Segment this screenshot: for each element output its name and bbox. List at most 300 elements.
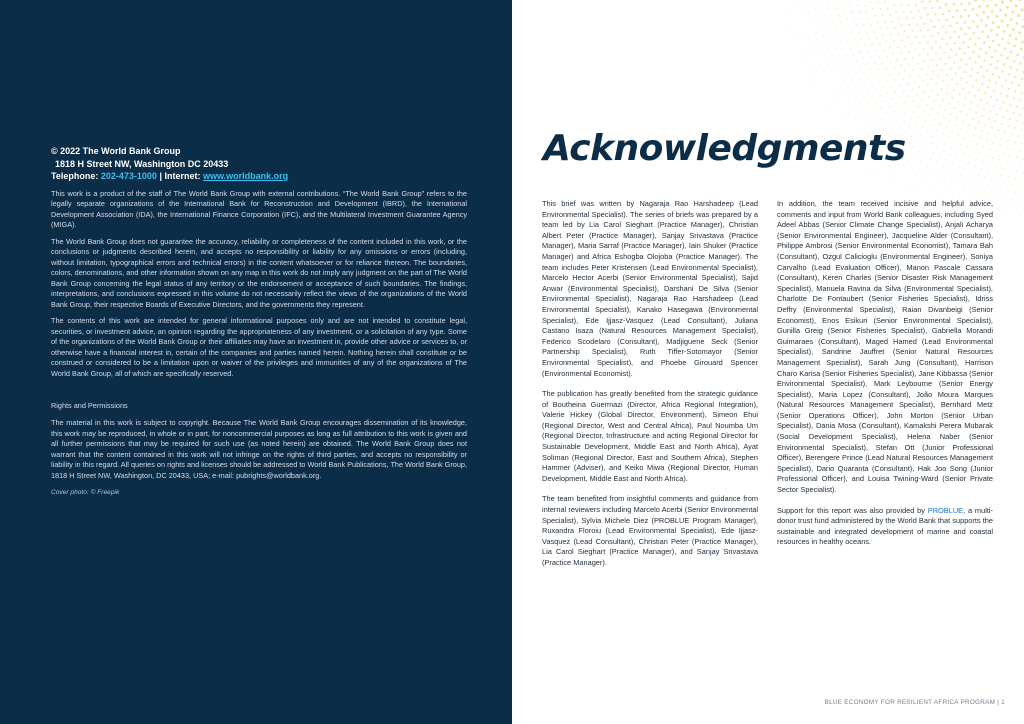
pattern-dot [887, 171, 888, 172]
pattern-dot [921, 126, 923, 128]
pattern-dot [963, 105, 965, 107]
pattern-dot [999, 144, 1001, 146]
pattern-dot [856, 4, 858, 6]
pattern-dot [801, 75, 802, 76]
pattern-dot [963, 137, 965, 139]
pattern-dot [946, 191, 947, 192]
pattern-dot [881, 74, 883, 76]
pattern-dot [923, 35, 925, 37]
pattern-dot [843, 80, 845, 82]
pattern-dot [992, 157, 994, 159]
pattern-dot [981, 115, 983, 117]
pattern-dot [829, 8, 831, 10]
pattern-dot [988, 46, 991, 49]
pattern-dot [956, 9, 959, 12]
pattern-dot [836, 108, 837, 109]
pattern-dot [936, 129, 938, 131]
pattern-dot [881, 118, 883, 120]
pattern-dot [982, 161, 984, 163]
pattern-dot [825, 22, 827, 24]
pattern-dot [878, 173, 879, 174]
pattern-dot [921, 1, 923, 3]
pattern-dot [806, 32, 807, 33]
pattern-dot [1002, 116, 1004, 118]
pattern-dot [974, 43, 977, 46]
pattern-dot [968, 15, 971, 18]
pattern-dot [859, 103, 861, 105]
pattern-dot [1007, 140, 1009, 142]
pattern-dot [969, 108, 971, 110]
pattern-dot [826, 105, 827, 106]
pattern-dot [878, 56, 880, 58]
pattern-dot [778, 9, 779, 10]
pattern-dot [1001, 174, 1003, 176]
pattern-dot [948, 136, 950, 138]
pattern-dot [898, 73, 900, 75]
pattern-dot [925, 73, 927, 75]
pattern-dot [972, 20, 975, 23]
pattern-dot [809, 74, 810, 75]
pattern-dot [943, 117, 945, 119]
pattern-dot [913, 17, 915, 19]
pattern-dot [917, 105, 919, 107]
pattern-dot [975, 196, 977, 198]
pattern-dot [1012, 213, 1013, 214]
pattern-dot [963, 153, 965, 155]
pattern-dot [860, 66, 862, 68]
pattern-dot [946, 74, 948, 76]
pattern-dot [1018, 199, 1020, 201]
pattern-dot [928, 96, 930, 98]
pattern-dot [949, 185, 951, 187]
pattern-dot [916, 63, 918, 65]
pattern-dot [968, 163, 970, 165]
pattern-dot [939, 123, 941, 125]
cover-photo-credit: Cover photo: © Freepik [51, 489, 120, 496]
pattern-dot [924, 188, 925, 189]
pattern-dot [916, 94, 918, 96]
pattern-dot [983, 191, 985, 193]
pattern-dot [853, 38, 855, 40]
pattern-dot [1016, 69, 1019, 72]
pattern-dot [867, 90, 869, 92]
colleagues-paragraph: In addition, the team received incisive and helpful advice, comments and input from World Bank colleagues, including Syed Adeel Abbas (Senior Climate Change Specialist), Anjali Acharya (Senior Environmental Engineer), Jacqueline Alder (Consultant), Philippe Ambrosi (Senior Environmental Economist), Tamara Bah (Consultant), Ozgul Calicioglu (Environmental Engineer), Soniya Carvalho (Lead Evaluation Officer), Manon Pascale Cassara (Consultant), Keren Charles (Senior Disaster Risk Management Specialist), Manuela Ravina da Silva (Environmental Specialist), Charlotte De Fontaubert (Senior Fisheries Specialist), Idriss Deffry (Environmental Specialist), Raian Divanbeigi (Senior Economist), Enos Esikuri (Senior Environmental Specialist), Gunilla Greig (Senior Fisheries Specialist), Gabriella Morandi Guimaraes (Consultant), Maged Hamed (Lead Environmental Specialist), Sandrine Jauffret (Senior Natural Resources Management Specialist), Sarah Jung (Consultant), Harrison Charo Karisa (Senior Fisheries Specialist), Jane Kibbassa (Senior Environmental Specialist), Mark Leybourne (Senior Energy Specialist), Maria Lopez (Consultant), João Moura Marques (Natural Resources Management Specialist), Bernhard Metz (Senior Operations Officer), John Morton (Senior Urban Specialist), Dania Mosa (Consultant), Kamakshi Perera Mubarak (Social Development Specialist), Helena Naber (Senior Environmental Specialist), Stefan Ott (Junior Professional Officer), Berengere Prince (Lead Natural Resources Management Specialist), Dario Quaranta (Consultant), Hak Joo Song (Junior Professional Officer), and Louisa Twining-Ward (Senior Private Sector Specialist). [777, 199, 993, 495]
pattern-dot [855, 73, 857, 75]
pattern-dot [821, 84, 822, 85]
pattern-dot [803, 94, 804, 95]
pattern-dot [770, 2, 771, 3]
pattern-dot [893, 111, 895, 113]
pattern-dot [1017, 14, 1020, 17]
pattern-dot [900, 108, 902, 110]
pattern-dot [827, 28, 829, 30]
pattern-dot [974, 61, 976, 63]
support-text-start: Support for this report was also provided by [777, 505, 928, 515]
pattern-dot [845, 54, 847, 56]
pattern-dot [1016, 22, 1019, 25]
pattern-dot [994, 172, 996, 174]
pattern-dot [855, 85, 857, 87]
pattern-dot [970, 186, 972, 188]
pattern-dot [778, 36, 779, 37]
pattern-dot [844, 95, 846, 97]
pattern-dot [923, 60, 925, 62]
pattern-dot [1001, 1, 1004, 4]
pattern-dot [890, 182, 891, 183]
pattern-dot [974, 165, 976, 167]
pattern-dot [912, 69, 914, 71]
pattern-dot [827, 1, 829, 3]
pattern-dot [922, 144, 924, 146]
pattern-dot [930, 78, 932, 80]
pattern-dot [885, 40, 887, 42]
contact-line [51, 170, 467, 183]
pattern-dot [965, 114, 967, 116]
pattern-dot [908, 51, 910, 53]
pattern-dot [1007, 190, 1009, 192]
pattern-dot [970, 101, 972, 103]
pattern-dot [868, 18, 870, 20]
pattern-dot [972, 149, 974, 151]
pattern-dot [871, 96, 873, 98]
pattern-dot [1014, 177, 1016, 179]
pattern-dot [868, 37, 870, 39]
pattern-dot [968, 124, 970, 126]
pattern-dot [955, 157, 957, 159]
pattern-dot [988, 118, 990, 120]
pattern-dot [830, 15, 832, 17]
pattern-dot [930, 158, 932, 160]
pattern-dot [910, 188, 911, 189]
pattern-dot [822, 123, 823, 124]
pattern-dot [950, 113, 952, 115]
pattern-dot [999, 159, 1001, 161]
pattern-dot [948, 57, 950, 59]
pattern-dot [886, 92, 888, 94]
pattern-dot [901, 39, 903, 41]
pattern-dot [1011, 198, 1013, 200]
pattern-dot [1020, 48, 1023, 51]
pattern-dot [974, 0, 977, 2]
pattern-dot [1002, 218, 1003, 219]
pattern-dot [1016, 171, 1018, 173]
pattern-dot [960, 15, 963, 18]
pattern-dot [942, 80, 944, 82]
pattern-dot [926, 164, 928, 166]
pattern-dot [827, 64, 829, 66]
pattern-dot [866, 11, 868, 13]
pattern-dot [876, 101, 878, 103]
pattern-dot [982, 0, 985, 1]
pattern-dot [812, 25, 814, 27]
pattern-dot [945, 31, 947, 33]
guidance-paragraph: The publication has greatly benefited from the strategic guidance of Boutheina Guermazi (Director, Africa Regional Integration), Valerie Hickey (Global Director, Environment), Simeon Ehui (Regional Director, West and Central Africa), Paul Noumba Um (Regional Director, Infrastructure and acting Regional Director for Sustainable Development, Middle East and North Africa), Ayat Soliman (Regional Director, East and Southern Africa), Stephen Hammer (Adviser), and Keiko Miwa (Regional Director, Human Development, Middle East and North Africa). [542, 389, 758, 483]
pattern-dot [931, 142, 933, 144]
pattern-dot [910, 117, 912, 119]
problue-link[interactable]: PROBLUE [927, 505, 964, 515]
pattern-dot [940, 188, 941, 189]
pattern-dot [971, 171, 973, 173]
pattern-dot [953, 89, 955, 91]
pattern-dot [1014, 141, 1016, 143]
pattern-dot [894, 91, 896, 93]
pattern-dot [882, 62, 884, 64]
pattern-dot [995, 15, 998, 18]
pattern-dot [1011, 10, 1014, 13]
pattern-dot [951, 178, 953, 180]
pattern-dot [983, 41, 986, 44]
pattern-dot [853, 106, 855, 108]
pattern-dot [893, 4, 895, 6]
pattern-dot [990, 0, 993, 1]
pattern-dot [856, 60, 858, 62]
pattern-dot [934, 13, 936, 15]
pattern-dot [1021, 143, 1023, 145]
pattern-dot [996, 34, 999, 37]
pattern-dot [1001, 20, 1004, 23]
pattern-dot [776, 29, 777, 30]
pattern-dot [953, 62, 955, 64]
pattern-dot [872, 8, 874, 10]
disclaimer-paragraph: The contents of this work are intended for general informational purposes only and are not intended to constitute legal, securities, or investment advice, an opinion regarding the appropriateness of any investment, or a solicitation of any type. Some of the organizations of the World Bank Group or their affiliates may have an investment in, provide other advice or services to, or otherwise have a financial interest in, certain of the companies and parties named herein. Nothing herein shall constitute or be construed or considered to be a limitation upon or waiver of the privileges and immunities of any of the organizations of The World Bank Group, all of which are specifically reserved. [51, 316, 467, 378]
pattern-dot [906, 176, 907, 177]
pattern-dot [1006, 24, 1009, 27]
pattern-dot [869, 175, 870, 176]
pattern-dot [1004, 47, 1007, 50]
pattern-dot [931, 175, 933, 177]
pattern-dot [872, 108, 874, 110]
pattern-dot [892, 192, 893, 193]
pattern-dot [995, 82, 997, 84]
pattern-dot [811, 45, 812, 46]
pattern-dot [851, 92, 853, 94]
pattern-dot [785, 56, 786, 57]
pattern-dot [908, 63, 910, 65]
pattern-dot [1009, 34, 1012, 37]
pattern-dot [978, 37, 981, 40]
pattern-dot [884, 1, 886, 3]
pattern-dot [915, 48, 917, 50]
pattern-dot [1001, 38, 1004, 41]
pattern-dot [969, 75, 971, 77]
pattern-dot [983, 92, 985, 94]
pattern-dot [916, 140, 918, 142]
pattern-dot [849, 60, 851, 62]
pattern-dot [898, 17, 900, 19]
pattern-dot [886, 123, 888, 125]
pattern-dot [974, 180, 976, 182]
pattern-dot [975, 112, 977, 114]
pattern-dot [1015, 4, 1018, 7]
pattern-dot [944, 63, 946, 65]
pattern-dot [815, 71, 816, 72]
pattern-dot [915, 36, 917, 38]
pattern-dot [877, 21, 879, 23]
pattern-dot [907, 36, 909, 38]
pattern-dot [819, 65, 820, 66]
pattern-dot [939, 6, 942, 9]
pattern-dot [808, 12, 810, 14]
pattern-dot [922, 195, 923, 196]
pattern-dot [973, 32, 976, 35]
pattern-dot [1012, 28, 1015, 31]
pattern-dot [974, 127, 976, 129]
pattern-dot [942, 165, 944, 167]
pattern-dot [994, 50, 997, 53]
pattern-dot [986, 69, 988, 71]
pattern-dot [937, 32, 939, 34]
pattern-dot [964, 33, 967, 36]
pattern-dot [969, 57, 971, 59]
pattern-dot [998, 76, 1000, 78]
pattern-dot [985, 155, 987, 157]
pattern-dot [972, 118, 974, 120]
pattern-dot [923, 23, 925, 25]
pattern-dot [907, 142, 909, 144]
pattern-dot [853, 18, 855, 20]
pattern-dot [989, 63, 992, 66]
pattern-dot [806, 5, 808, 7]
pattern-dot [945, 43, 947, 45]
pattern-dot [846, 18, 848, 20]
pattern-dot [925, 138, 927, 140]
pattern-dot [812, 65, 813, 66]
pattern-dot [939, 105, 941, 107]
pattern-dot [995, 202, 997, 204]
pattern-dot [935, 41, 937, 43]
pattern-dot [847, 41, 849, 43]
pattern-dot [978, 5, 981, 8]
pattern-dot [822, 99, 823, 100]
pattern-dot [956, 83, 958, 85]
pattern-dot [836, 68, 838, 70]
pattern-dot [951, 163, 953, 165]
pattern-dot [997, 195, 999, 197]
pattern-dot [858, 31, 860, 33]
pattern-dot [892, 52, 894, 54]
pattern-dot [885, 112, 887, 114]
pattern-dot [877, 81, 879, 83]
pattern-dot [964, 71, 966, 73]
pattern-dot [948, 169, 950, 171]
telephone-number[interactable]: 202-473-1000 [100, 171, 157, 181]
pattern-dot [954, 42, 956, 44]
pattern-dot [771, 9, 772, 10]
pattern-dot [871, 84, 873, 86]
pattern-dot [933, 26, 935, 28]
pattern-dot [811, 93, 812, 94]
website-link[interactable]: www.worldbank.org [203, 171, 289, 181]
pattern-dot [927, 29, 929, 31]
pattern-dot [962, 191, 964, 193]
pattern-dot [985, 52, 988, 55]
pattern-dot [948, 103, 950, 105]
pattern-dot [822, 111, 823, 112]
pattern-dot [1001, 123, 1003, 125]
pattern-dot [956, 117, 958, 119]
pattern-dot [792, 5, 793, 6]
pattern-dot [904, 184, 905, 185]
pattern-dot [936, 194, 937, 195]
pattern-dot [830, 35, 832, 37]
rights-paragraph: The material in this work is subject to copyright. Because The World Bank Group encourages dissemination of its knowledge, this work may be reproduced, in whole or in part, for noncommercial purposes as long as full attribution to this work is given and all further permissions that may be required for such use (as noted herein) are obtained. The World Bank Group does not warrant that the content contained in this work will not infringe on the rights of third parties, and accepts no responsibility or liability in this regard. All queries on rights and licenses should be addressed to World Bank Publications, The World Bank Group, 1818 H Street NW, Washington, DC 20433, USA; e-mail: pubrights@worldbank.org. [51, 418, 467, 480]
pattern-dot [999, 210, 1000, 211]
pattern-dot [967, 131, 969, 133]
pattern-dot [1010, 51, 1013, 54]
pattern-dot [838, 55, 840, 57]
pattern-dot [802, 19, 803, 20]
pattern-dot [998, 44, 1001, 47]
pattern-dot [940, 58, 942, 60]
pattern-dot [900, 4, 902, 6]
pattern-dot [992, 40, 995, 43]
pattern-dot [825, 90, 826, 91]
pattern-dot [934, 118, 936, 120]
pattern-dot [845, 119, 846, 120]
pattern-dot [981, 130, 983, 132]
pattern-dot [945, 3, 948, 6]
pattern-dot [826, 117, 827, 118]
pattern-dot [901, 190, 902, 191]
pattern-dot [919, 168, 921, 170]
pattern-dot [962, 120, 964, 122]
pattern-dot [946, 92, 948, 94]
pattern-dot [1014, 127, 1016, 129]
pattern-dot [970, 140, 972, 142]
pattern-dot [793, 55, 794, 56]
pattern-dot [882, 34, 884, 36]
pattern-dot [799, 5, 800, 6]
pattern-dot [991, 127, 993, 129]
pattern-dot [795, 42, 796, 43]
text-column-right [777, 199, 993, 558]
pattern-dot [1011, 82, 1013, 84]
pattern-dot [884, 177, 885, 178]
pattern-dot [980, 65, 982, 67]
pattern-dot [940, 88, 942, 90]
pattern-dot [978, 121, 980, 123]
pattern-dot [818, 22, 820, 24]
pattern-dot [911, 42, 913, 44]
pattern-dot [836, 95, 837, 96]
pattern-dot [942, 13, 945, 16]
pattern-dot [896, 46, 898, 48]
pattern-dot [855, 97, 857, 99]
pattern-dot [827, 48, 829, 50]
pattern-dot [996, 98, 998, 100]
pattern-dot [922, 48, 924, 50]
pattern-dot [907, 4, 909, 6]
pattern-dot [873, 31, 875, 33]
pattern-dot [848, 100, 850, 102]
pattern-dot [801, 12, 802, 13]
pattern-dot [851, 11, 853, 13]
pattern-dot [928, 114, 930, 116]
pattern-dot [916, 23, 918, 25]
pattern-dot [933, 100, 935, 102]
pattern-dot [912, 100, 914, 102]
pattern-dot [840, 74, 842, 76]
reviewers-paragraph: The team benefited from insightful comments and guidance from internal reviewers including Marcelo Acerbi (Senior Environmental Specialist), Sylvia Michele Diez (PROBLUE Program Manager), Ruxandra Floroiu (Lead Environmental Specialist), Ede Ijjasz-Vasquez (Lead Consultant), Christian Peter (Practice Manager), Lia Carol Sieghart (Practice Manager), and Sanjay Srivastava (Practice Manager). [542, 494, 758, 567]
pattern-dot [894, 27, 896, 29]
pattern-dot [960, 77, 962, 79]
pattern-dot [1011, 184, 1013, 186]
pattern-dot [987, 16, 990, 19]
pattern-dot [1018, 185, 1020, 187]
pattern-dot [1009, 118, 1011, 120]
pattern-dot [913, 164, 915, 166]
pattern-dot [814, 112, 815, 113]
